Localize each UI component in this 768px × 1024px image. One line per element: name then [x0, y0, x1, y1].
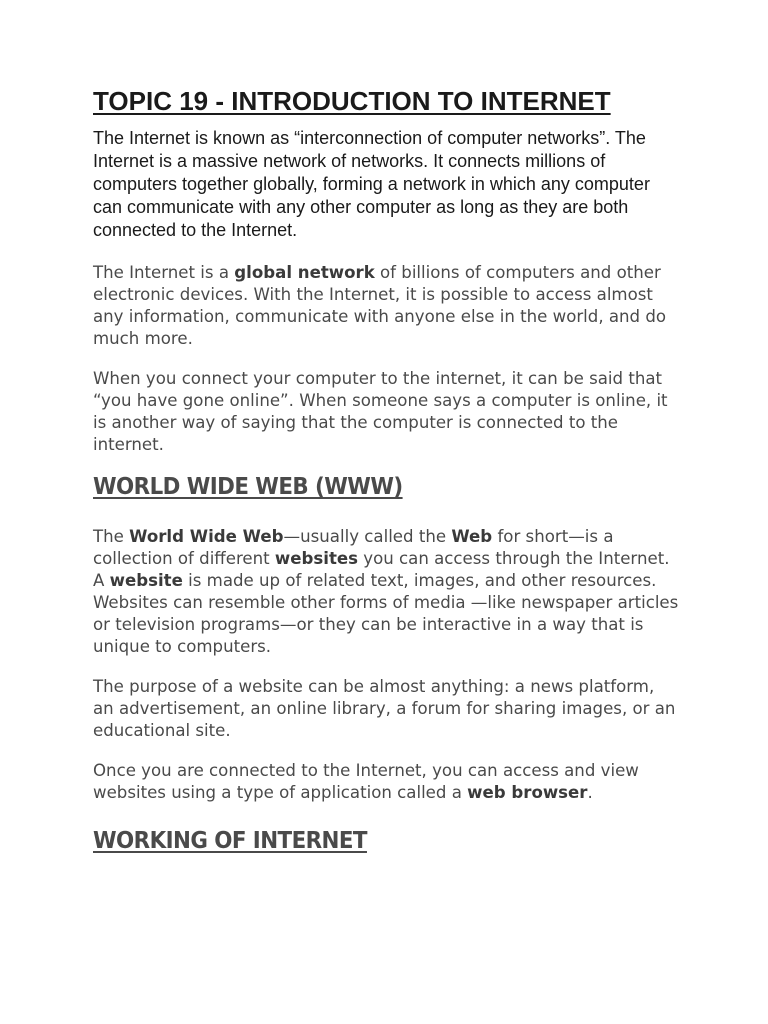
intro-paragraph: The Internet is known as “interconnection of computer networks”. The Internet is a massive network of networks. It connects millions of computers together globally, forming a network in which any computer can communicate with any other computer as long as they are both connected to the Internet. [93, 128, 650, 240]
text-run: of billions of computers and other electronic devices. With the Internet, it is possible to access almost any information, communicate with anyone else in the world, and do much more. [93, 263, 667, 348]
bold-term-website: website [109, 571, 183, 590]
website-purpose-paragraph: The purpose of a website can be almost anything: a news platform, an advertisement, an online library, a forum for sharing images, or an educational site. [93, 677, 676, 740]
bold-term-global-network: global network [234, 263, 375, 282]
section-heading-working: WORKING OF INTERNET [93, 828, 367, 854]
bold-term-web: Web [451, 527, 493, 546]
text-run: The Internet is a [93, 263, 235, 282]
text-run: . [587, 783, 593, 802]
section-heading-www: WORLD WIDE WEB (WWW) [93, 474, 403, 500]
text-run: —usually called the [283, 527, 452, 546]
bold-term-web-browser: web browser [467, 783, 588, 802]
text-run: for short—is a collection of different [93, 527, 614, 568]
bold-term-world-wide-web: World Wide Web [129, 527, 284, 546]
global-network-paragraph [93, 262, 680, 350]
www-definition-paragraph [93, 526, 680, 658]
text-run: Once you are connected to the Internet, you can access and view websites using a type of application called a [93, 761, 639, 802]
text-run: is made up of related text, images, and other resources. Websites can resemble other forms of media —like newspaper articles or television programs—or they can be interactive in a way that is unique to computers. [93, 571, 679, 656]
text-run: The [93, 527, 130, 546]
online-paragraph: When you connect your computer to the internet, it can be said that “you have gone online”. When someone says a computer is online, it is another way of saying that the computer is connected to the internet. [93, 369, 668, 454]
text-run: you can access through the Internet. A [93, 549, 670, 590]
page-title: TOPIC 19 - INTRODUCTION TO INTERNET [93, 86, 611, 116]
web-browser-paragraph [93, 760, 680, 804]
bold-term-websites: websites [274, 549, 359, 568]
